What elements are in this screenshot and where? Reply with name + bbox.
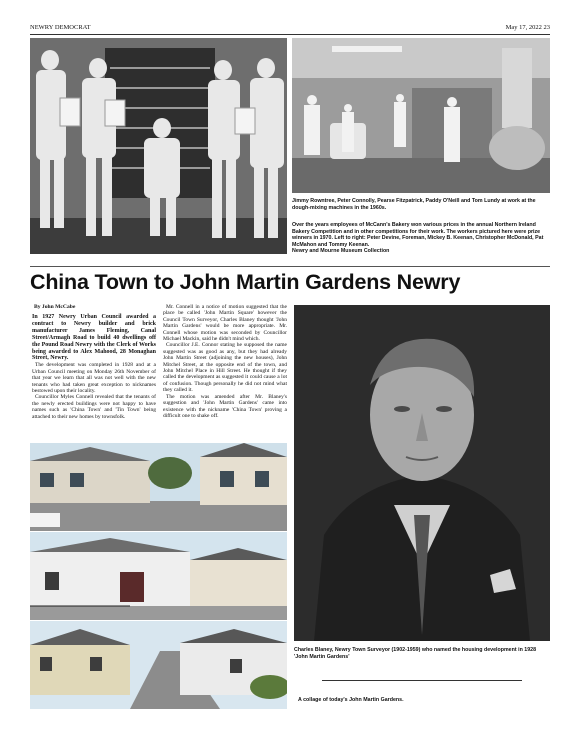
article-column-2 — [163, 304, 287, 419]
article-paragraph-4: Councillor J.E. Connor stating he supposed the name suggested was as good as any, but they had already John Martin Street (adjoining the new houses), John Mitchel Street, at the opposite end of the town, and John Mitchel Place in Hill Street. He thought if they called the development as suggested it could cause a lot of confusion. Though personally he did not mind what they called it. — [163, 342, 287, 394]
article-paragraph-1: The development was completed in 1928 and at a Urban Council meeting on Monday 26th November of that year we learn that all was not well with the new tenants who had taken great exception to nicknames bestowed upon their locality. — [32, 362, 156, 394]
article-paragraph-3: Mr. Connell in a notice of motion suggested that the place be called 'John Martin Square' however the Council Town Surveyor, Charles Blaney thought 'John Martin Gardens' would be more appropriate. Mr. Connell whose motion was seconded by Councillor Michael Mackin, said he didn't mind which. — [163, 304, 287, 343]
page-header — [30, 24, 550, 35]
collage-photo-1 — [30, 443, 287, 531]
newspaper-name: NEWRY DEMOCRAT — [30, 24, 91, 31]
factory-caption: Jimmy Rowntree, Peter Connolly, Pearse Fitzpatrick, Paddy O'Neill and Tom Lundy at work at the dough-mixing machines in the 1960s. — [292, 198, 536, 211]
factory-photo-art — [292, 38, 550, 193]
section-divider — [30, 266, 550, 267]
article-headline: China Town to John Martin Gardens Newry — [30, 270, 461, 294]
collage-photo-3 — [30, 621, 287, 709]
factory-photo — [292, 38, 550, 193]
article-paragraph-2: Councillor Myles Connell revealed that the tenants of the newly erected buildings were not happy to have names such as 'China Town' and 'Tin Town' being attached to their new homes by townsfolk. — [32, 394, 156, 420]
collage-photo-1-art — [30, 443, 287, 531]
collage-caption: A collage of today's John Martin Gardens. — [298, 697, 404, 703]
bakers-caption: Over the years employees of McCann's Bakery won various prices in the annual Northern Ireland Bakery Competition and in other competitions for their work. The workers pictured here were prize winners in 1970. Left to right: Peter Devine, Foreman, Mickey B. Keenan, Christopher McDonald, Pat McMahon and Tommy Keenan. — [292, 222, 544, 248]
date-page-number: May 17, 2022 23 — [505, 24, 550, 31]
collage-photo-3-art — [30, 621, 287, 709]
portrait-photo-art — [294, 305, 550, 641]
collage-photo-2 — [30, 532, 287, 620]
bakers-photo-art — [30, 38, 287, 254]
caption-divider — [322, 680, 522, 681]
article-lede: In 1927 Newry Urban Council awarded a contract to Newry builder and brick manufacturer James Fleming, Canal Street/Armagh Road to build 40 dwellings off the Pound Road Newry with the Clerk of Works being awarded to Alex Mahood, 28 Monaghan Street, Newry. — [32, 314, 156, 362]
article-paragraph-5: The motion was amended after Mr. Blaney's suggestion and 'John Martin Gardens' came into existence with the nickname 'China Town' proving a difficult one to shake off. — [163, 393, 287, 419]
collage-photo-2-art — [30, 532, 287, 620]
portrait-caption: Charles Blaney, Newry Town Surveyor (1902-1959) who named the housing development in 1928 'John Martin Gardens' — [294, 647, 537, 660]
article-byline: By John McCabe — [34, 304, 76, 310]
bakers-photo-credit: Newry and Mourne Museum Collection — [292, 248, 390, 254]
bakers-photo — [30, 38, 287, 254]
article-column-1 — [32, 314, 156, 420]
portrait-photo — [294, 305, 550, 641]
